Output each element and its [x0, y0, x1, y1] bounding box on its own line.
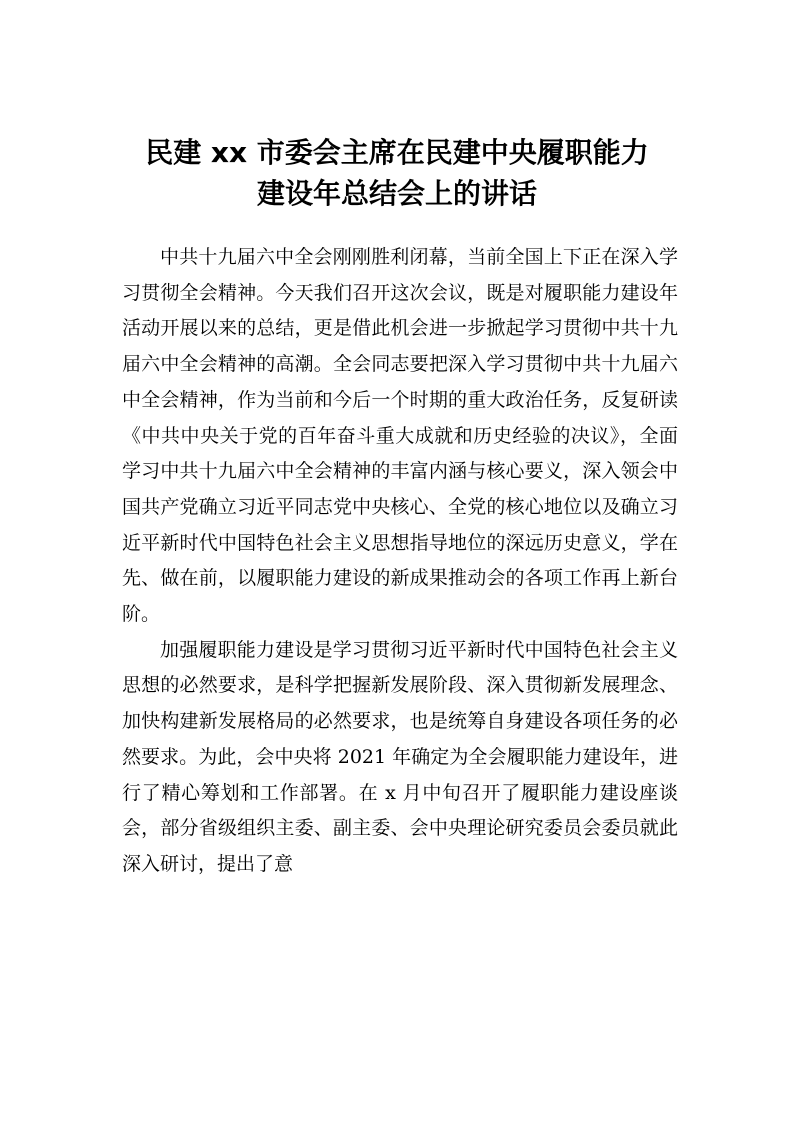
- document-title: [100, 132, 694, 214]
- document-body: [122, 240, 678, 883]
- paragraph-2: 加强履职能力建设是学习贯彻习近平新时代中国特色社会主义思想的必然要求，是科学把握新发展阶段、深入贯彻新发展理念、加快构建新发展格局的必然要求，也是统筹自身建设各项任务的必然要求。为此，会中央将 2021 年确定为全会履职能力建设年，进行了精心筹划和工作部署。在 x 月中旬召开了履职能力建设座谈会，部分省级组织主委、副主委、会中央理论研究委员会委员就此深入研讨，提出了意: [122, 638, 678, 875]
- paragraph-1: 中共十九届六中全会刚刚胜利闭幕，当前全国上下正在深入学习贯彻全会精神。今天我们召开这次会议，既是对履职能力建设年活动开展以来的总结，更是借此机会进一步掀起学习贯彻中共十九届六中全会精神的高潮。全会同志要把深入学习贯彻中共十九届六中全会精神，作为当前和今后一个时期的重大政治任务，反复研读《中共中央关于党的百年奋斗重大成就和历史经验的决议》，全面学习中共十九届六中全会精神的丰富内涵与核心要义，深入领会中国共产党确立习近平同志党中央核心、全党的核心地位以及确立习近平新时代中国特色社会主义思想指导地位的深远历史意义，学在先、做在前，以履职能力建设的新成果推动会的各项工作再上新台阶。: [122, 246, 678, 626]
- title-line-2: 建设年总结会上的讲话: [256, 177, 537, 210]
- title-line-1: 民建 xx 市委会主席在民建中央履职能力: [145, 136, 649, 169]
